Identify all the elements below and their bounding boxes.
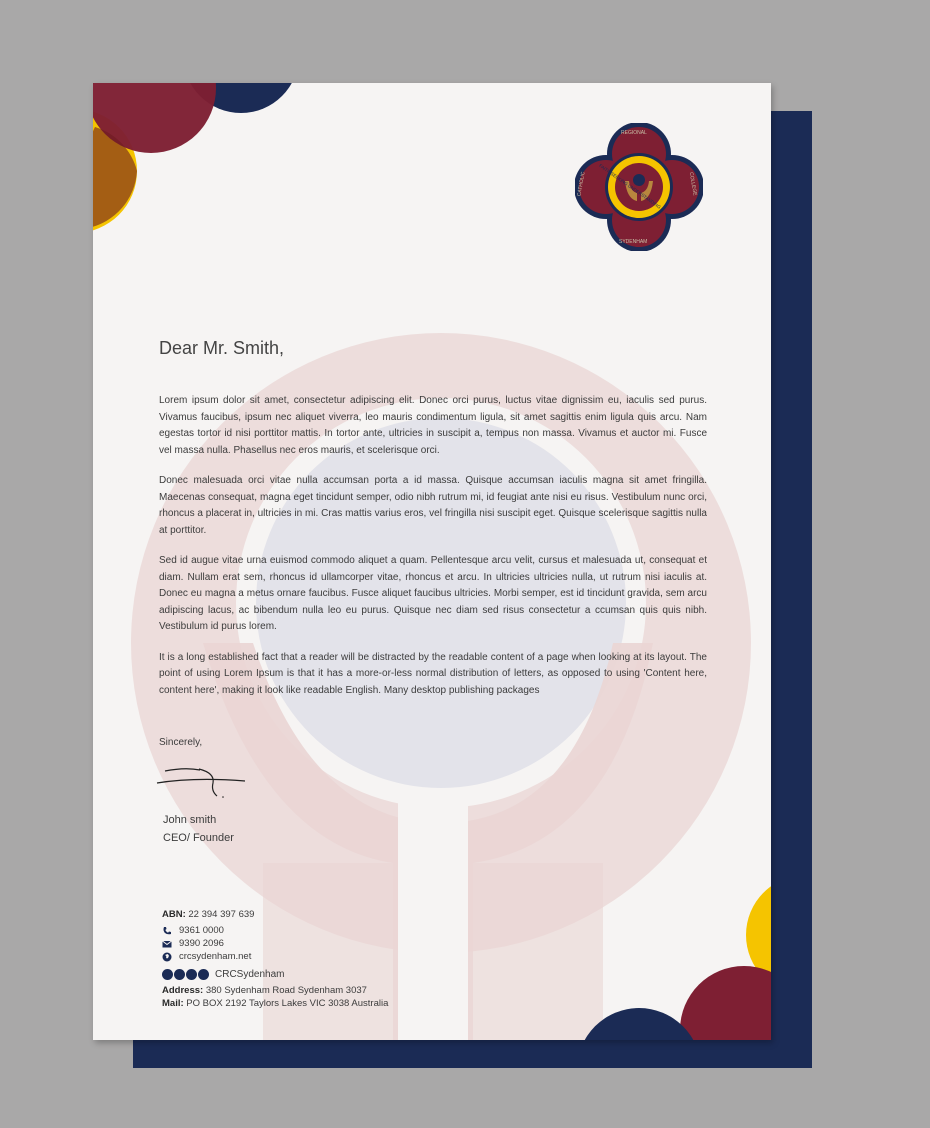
abn-line — [162, 908, 388, 921]
crest-text-right: COLLEGE — [687, 171, 698, 197]
decor-circles-top-left — [93, 83, 313, 243]
social-handle[interactable]: CRCSydenham — [215, 969, 285, 980]
fax-number: 9390 2096 — [179, 938, 224, 949]
crest-text — [575, 123, 703, 251]
crest-text-top: REGIONAL — [621, 130, 647, 136]
paragraph: Donec malesuada orci vitae nulla accumsan porta a id massa. Quisque accumsan iaculis magna sit amet fringilla. Maecenas consequat, magna eget tincidunt semper, odio nibh rutrum mi, id feugiat ante nisi eu risus. Vestibulum nunc orci, rhoncus a placerat in, ultricies in mi. Cras mattis varius eros, vel fringilla nisi suscipit eget. Quisque scelerisque sagittis nulla at porttitor. — [159, 475, 707, 536]
salutation: Dear Mr. Smith, — [159, 338, 285, 358]
phone-number[interactable]: 9361 0000 — [179, 925, 224, 936]
letter-body — [159, 393, 707, 713]
website-link[interactable]: crcsydenham.net — [179, 951, 252, 962]
mail-label: Mail: — [162, 998, 184, 1009]
globe-icon — [162, 952, 172, 962]
contact-footer — [162, 908, 388, 1010]
facebook-icon[interactable] — [186, 969, 197, 980]
mail-line — [162, 997, 388, 1010]
signer-title: CEO/ Founder — [163, 832, 234, 844]
crest-motto: FAITH SEEKING UNDERSTANDING — [598, 163, 662, 210]
fax-line — [162, 937, 388, 950]
twitter-icon[interactable] — [162, 969, 173, 980]
decor-circles-bottom-right — [551, 880, 771, 1040]
address-line — [162, 984, 388, 997]
address-label: Address: — [162, 985, 204, 996]
social-links — [162, 967, 388, 982]
youtube-icon[interactable] — [198, 969, 209, 980]
signer-name: John smith — [163, 814, 217, 826]
pinterest-icon[interactable] — [174, 969, 185, 980]
crest-text-left: CATHOLIC — [576, 171, 587, 197]
phone-icon — [162, 926, 172, 936]
website-line — [162, 950, 388, 963]
fax-icon — [162, 939, 172, 949]
phone-line — [162, 924, 388, 937]
letterhead-page — [93, 83, 771, 1040]
signer-block — [163, 811, 234, 847]
paragraph: Sed id augue vitae urna euismod commodo aliquet a quam. Pellentesque arcu velit, cursus et malesuada ut, consequat et diam. Nullam erat sem, rhoncus id ullamcorper vitae, rhoncus et arcu. In ultricies ultricies nulla, ut rutrum nisi iaculis at. Donec eu magna a metus ornare faucibus. Fusce aliquet faucibus ultricies. Morbi semper, est id tincidunt gravida, sem arcu adipiscing lacus, ac bibendum nulla leo eu purus. Quisque nec diam sed risus consectetur a ccumsan quis quis nibh. Vestibulum id purus lorem. — [159, 555, 707, 632]
abn-value: 22 394 397 639 — [188, 909, 255, 920]
closing: Sincerely, — [159, 737, 203, 748]
crest-text-bottom: SYDENHAM — [619, 239, 648, 245]
mail-value: PO BOX 2192 Taylors Lakes VIC 3038 Australia — [186, 998, 389, 1009]
signature — [155, 761, 250, 801]
paragraph: Lorem ipsum dolor sit amet, consectetur adipiscing elit. Donec orci purus, luctus vitae dignissim eu, iaculis sed purus. Vivamus faucibus, ipsum nec aliquet viverra, leo mauris condimentum ligula, sit amet sagittis enim ligula quis arcu. Nam egestas tortor id nisi porttitor mattis. In tortor ante, ultricies in suscipit a, tempus non massa. Vivamus et auctor mi. Fusce vel massa nulla. Phasellus nec eros mauris, et scelerisque orci. — [159, 395, 707, 456]
paragraph: It is a long established fact that a reader will be distracted by the readable content of a page when looking at its layout. The point of using Lorem Ipsum is that it has a more-or-less normal distribution of letters, as opposed to using 'Content here, content here', making it look like readable English. Many desktop publishing packages — [159, 651, 707, 696]
address-value: 380 Sydenham Road Sydenham 3037 — [205, 985, 367, 996]
abn-label: ABN: — [162, 909, 186, 920]
